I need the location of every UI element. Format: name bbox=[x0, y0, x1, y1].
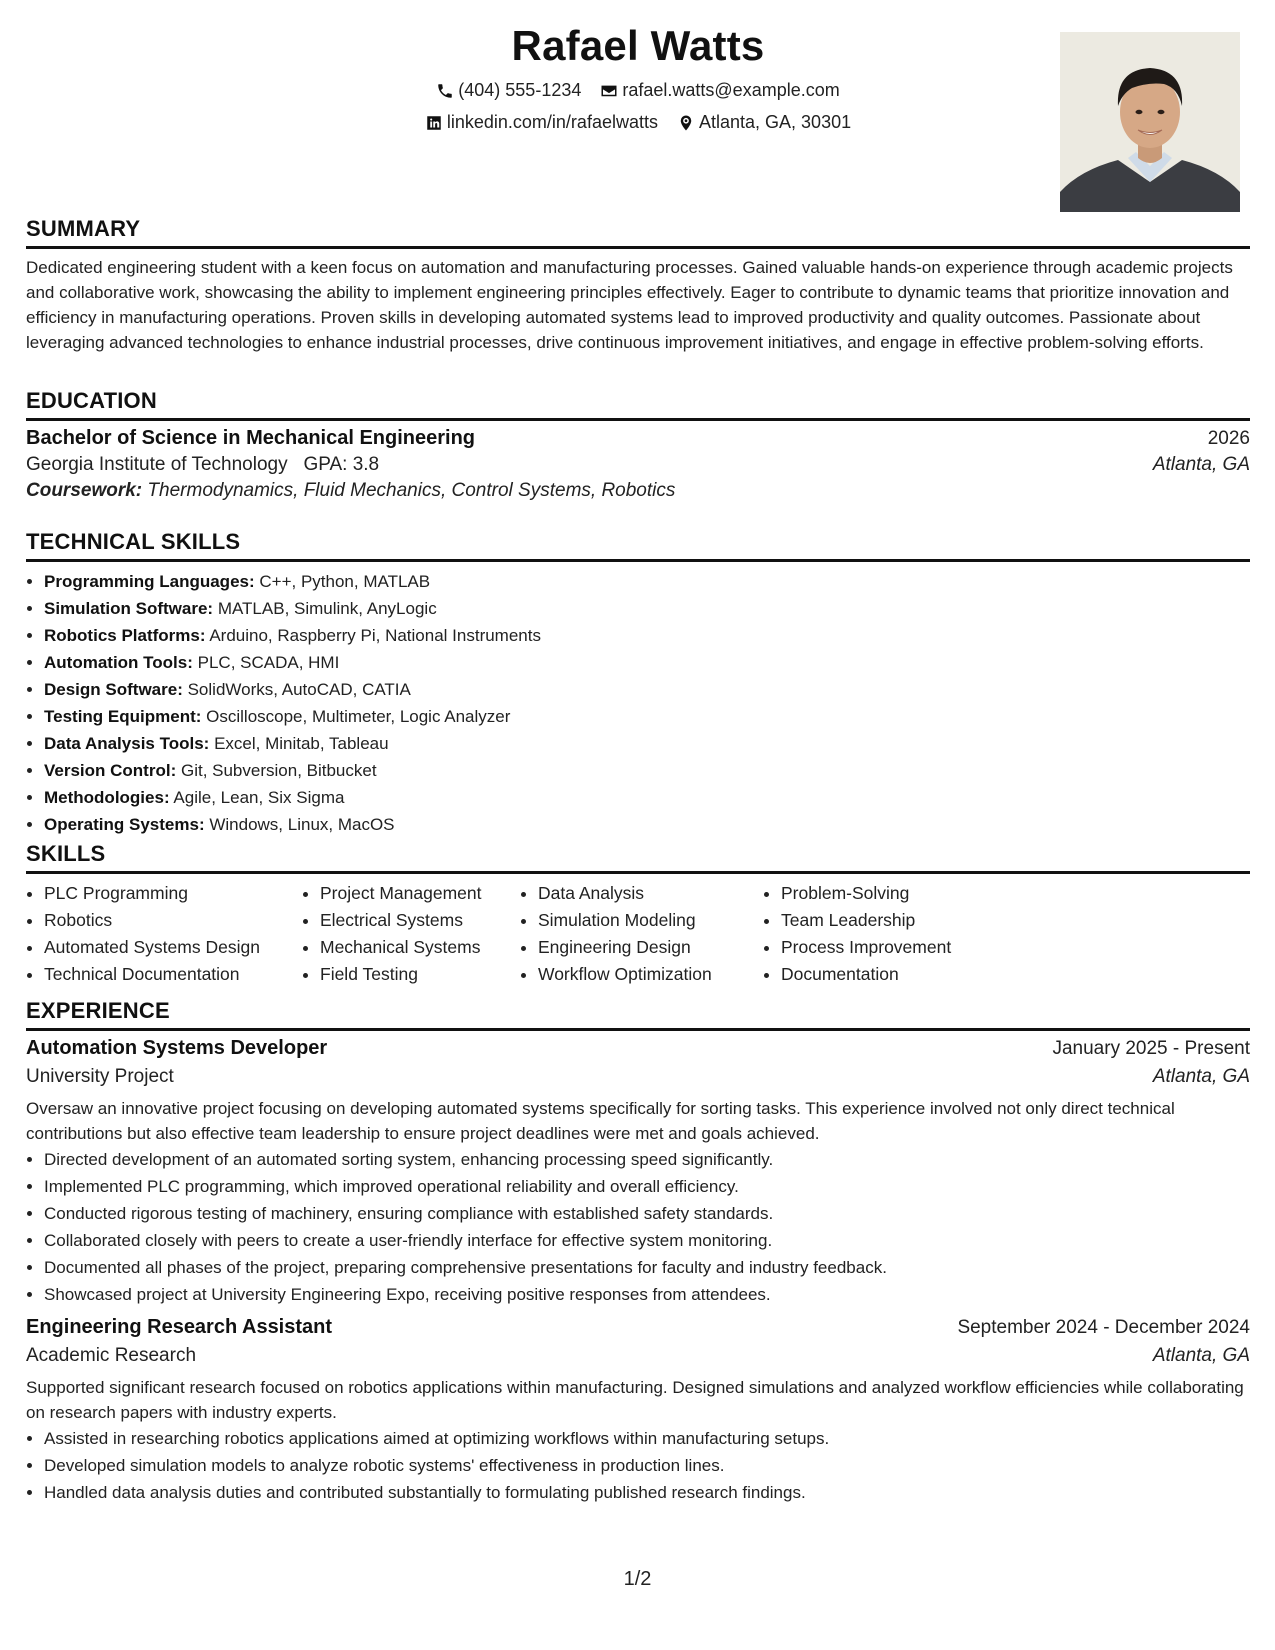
skill-values: PLC, SCADA, HMI bbox=[197, 653, 340, 672]
list-item: • Showcased project at University Engineering Expo, receiving positive responses from attendees. bbox=[44, 1281, 1250, 1308]
list-item bbox=[44, 730, 1250, 757]
list-item: • Automated Systems Design bbox=[44, 934, 302, 961]
section-title-technical-skills: TECHNICAL SKILLS bbox=[26, 529, 1250, 562]
school-location: Atlanta, GA bbox=[1152, 454, 1250, 475]
job-bullets bbox=[26, 1425, 1250, 1506]
phone-icon bbox=[436, 82, 454, 100]
skills-section bbox=[26, 841, 1250, 988]
job-header bbox=[26, 1316, 1250, 1339]
skill-category: Automation Tools: bbox=[44, 653, 193, 672]
skill-values: Oscilloscope, Multimeter, Logic Analyzer bbox=[206, 707, 511, 726]
list-item: • Directed development of an automated sorting system, enhancing processing speed significantly. bbox=[44, 1146, 1250, 1173]
list-item bbox=[44, 622, 1250, 649]
summary-section bbox=[26, 216, 1250, 355]
location-text: Atlanta, GA, 30301 bbox=[699, 112, 852, 132]
phone-number: (404) 555-1234 bbox=[458, 80, 582, 100]
list-item bbox=[44, 784, 1250, 811]
skill-values: Excel, Minitab, Tableau bbox=[214, 734, 389, 753]
list-item: • Handled data analysis duties and contributed substantially to formulating published research findings. bbox=[44, 1479, 1250, 1506]
summary-text: Dedicated engineering student with a keen focus on automation and manufacturing processes. Gained valuable hands-on experience through academic projects and collaborative work, showcasing the ability to implement engineering principles effectively. Eager to contribute to dynamic teams that prioritize innovation and efficiency in manufacturing operations. Proven skills in developing automated systems lead to improved productivity and quality outcomes. Passionate about leveraging advanced technologies to enhance industrial processes, drive continuous improvement initiatives, and engage in effective problem-solving efforts. bbox=[26, 258, 1233, 352]
list-item: • Problem-Solving bbox=[781, 880, 1001, 907]
list-item: • Simulation Modeling bbox=[538, 907, 763, 934]
job-subheader bbox=[26, 1345, 1250, 1367]
job-bullets bbox=[26, 1146, 1250, 1308]
skill-category: Design Software: bbox=[44, 680, 183, 699]
skill-values: MATLAB, Simulink, AnyLogic bbox=[217, 599, 437, 618]
list-item: • Engineering Design bbox=[538, 934, 763, 961]
skills-column-1 bbox=[26, 880, 302, 988]
skill-values: Arduino, Raspberry Pi, National Instruments bbox=[209, 626, 541, 645]
job-location: Atlanta, GA bbox=[1152, 1066, 1250, 1087]
job-dates: January 2025 - Present bbox=[1052, 1038, 1250, 1059]
envelope-icon bbox=[600, 82, 618, 100]
candidate-name: Rafael Watts bbox=[511, 22, 765, 69]
job-description: Supported significant research focused on robotics applications within manufacturing. Designed simulations and analyzed workflow efficiencies while collaborating on research papers with industry experts. bbox=[26, 1378, 1244, 1422]
list-item bbox=[44, 568, 1250, 595]
phone-item bbox=[436, 80, 581, 101]
list-item: • Robotics bbox=[44, 907, 302, 934]
skills-grid bbox=[26, 880, 1250, 988]
job-subheader bbox=[26, 1066, 1250, 1088]
job-title: Engineering Research Assistant bbox=[26, 1316, 333, 1338]
portrait-illustration bbox=[1060, 32, 1240, 212]
job-dates: September 2024 - December 2024 bbox=[957, 1317, 1250, 1338]
skill-values: Windows, Linux, MacOS bbox=[209, 815, 395, 834]
list-item: • Field Testing bbox=[320, 961, 520, 988]
list-item: • Electrical Systems bbox=[320, 907, 520, 934]
linkedin-item[interactable] bbox=[425, 112, 658, 133]
job-location: Atlanta, GA bbox=[1152, 1345, 1250, 1366]
map-pin-icon bbox=[677, 114, 695, 132]
job-description: Oversaw an innovative project focusing on developing automated systems specifically for sorting tasks. This experience involved not only direct technical contributions but also effective team leadership to ensure project deadlines were met and goals achieved. bbox=[26, 1099, 1175, 1143]
email-address: rafael.watts@example.com bbox=[622, 80, 840, 100]
education-row-1 bbox=[26, 427, 1250, 450]
list-item: • Workflow Optimization bbox=[538, 961, 763, 988]
list-item bbox=[44, 703, 1250, 730]
skills-column-2 bbox=[302, 880, 520, 988]
linkedin-url: linkedin.com/in/rafaelwatts bbox=[446, 112, 658, 132]
skill-category: Version Control: bbox=[44, 761, 177, 780]
resume-header bbox=[26, 0, 1250, 230]
list-item: • Mechanical Systems bbox=[320, 934, 520, 961]
list-item: • Collaborated closely with peers to create a user-friendly interface for effective system monitoring. bbox=[44, 1227, 1250, 1254]
skill-values: C++, Python, MATLAB bbox=[259, 572, 431, 591]
skill-values: Agile, Lean, Six Sigma bbox=[173, 788, 345, 807]
skills-column-4 bbox=[763, 880, 1001, 988]
degree-title: Bachelor of Science in Mechanical Engineering bbox=[26, 427, 476, 449]
location-item bbox=[677, 112, 851, 133]
list-item: • Project Management bbox=[320, 880, 520, 907]
school-name: Georgia Institute of Technology bbox=[26, 454, 288, 475]
section-title-summary: SUMMARY bbox=[26, 216, 1250, 249]
section-title-skills: SKILLS bbox=[26, 841, 1250, 874]
experience-entry-1 bbox=[26, 1037, 1250, 1308]
technical-skills-section bbox=[26, 529, 1250, 838]
section-title-education: EDUCATION bbox=[26, 388, 1250, 421]
list-item bbox=[44, 676, 1250, 703]
list-item: • PLC Programming bbox=[44, 880, 302, 907]
experience-section bbox=[26, 998, 1250, 1506]
list-item: • Documentation bbox=[781, 961, 1001, 988]
skills-column-3 bbox=[520, 880, 763, 988]
resume-page bbox=[26, 0, 1250, 1502]
skill-category: Data Analysis Tools: bbox=[44, 734, 210, 753]
list-item bbox=[44, 649, 1250, 676]
experience-entry-2 bbox=[26, 1316, 1250, 1506]
coursework-list: Thermodynamics, Fluid Mechanics, Control Systems, Robotics bbox=[147, 480, 676, 501]
job-organization: University Project bbox=[26, 1066, 174, 1087]
list-item: • Documented all phases of the project, preparing comprehensive presentations for faculty and industry feedback. bbox=[44, 1254, 1250, 1281]
section-title-experience: EXPERIENCE bbox=[26, 998, 1250, 1031]
list-item: • Assisted in researching robotics applications aimed at optimizing workflows within manufacturing setups. bbox=[44, 1425, 1250, 1452]
education-row-2 bbox=[26, 454, 1250, 476]
coursework-label: Coursework: bbox=[26, 480, 143, 501]
coursework-line bbox=[26, 480, 1250, 502]
technical-skills-list bbox=[26, 568, 1250, 838]
skill-category: Programming Languages: bbox=[44, 572, 255, 591]
education-section bbox=[26, 388, 1250, 502]
school-line bbox=[26, 454, 379, 476]
skill-values: SolidWorks, AutoCAD, CATIA bbox=[187, 680, 411, 699]
linkedin-icon bbox=[425, 114, 443, 132]
email-item[interactable] bbox=[600, 80, 839, 101]
job-title: Automation Systems Developer bbox=[26, 1037, 328, 1059]
profile-photo bbox=[1060, 32, 1240, 212]
job-header bbox=[26, 1037, 1250, 1060]
list-item: • Developed simulation models to analyze robotic systems' effectiveness in production lines. bbox=[44, 1452, 1250, 1479]
job-organization: Academic Research bbox=[26, 1345, 197, 1366]
list-item: • Process Improvement bbox=[781, 934, 1001, 961]
skill-category: Robotics Platforms: bbox=[44, 626, 206, 645]
list-item bbox=[44, 811, 1250, 838]
list-item: • Data Analysis bbox=[538, 880, 763, 907]
page-number: 1/2 bbox=[623, 1568, 652, 1590]
graduation-year: 2026 bbox=[1207, 428, 1250, 449]
skill-category: Operating Systems: bbox=[44, 815, 205, 834]
skill-values: Git, Subversion, Bitbucket bbox=[180, 761, 377, 780]
skill-category: Testing Equipment: bbox=[44, 707, 202, 726]
skill-category: Methodologies: bbox=[44, 788, 170, 807]
skill-category: Simulation Software: bbox=[44, 599, 214, 618]
list-item: • Implemented PLC programming, which improved operational reliability and overall efficiency. bbox=[44, 1173, 1250, 1200]
list-item: • Team Leadership bbox=[781, 907, 1001, 934]
list-item: • Technical Documentation bbox=[44, 961, 302, 988]
list-item bbox=[44, 757, 1250, 784]
list-item: • Conducted rigorous testing of machinery, ensuring compliance with established safety standards. bbox=[44, 1200, 1250, 1227]
gpa: GPA: 3.8 bbox=[303, 454, 380, 475]
list-item bbox=[44, 595, 1250, 622]
